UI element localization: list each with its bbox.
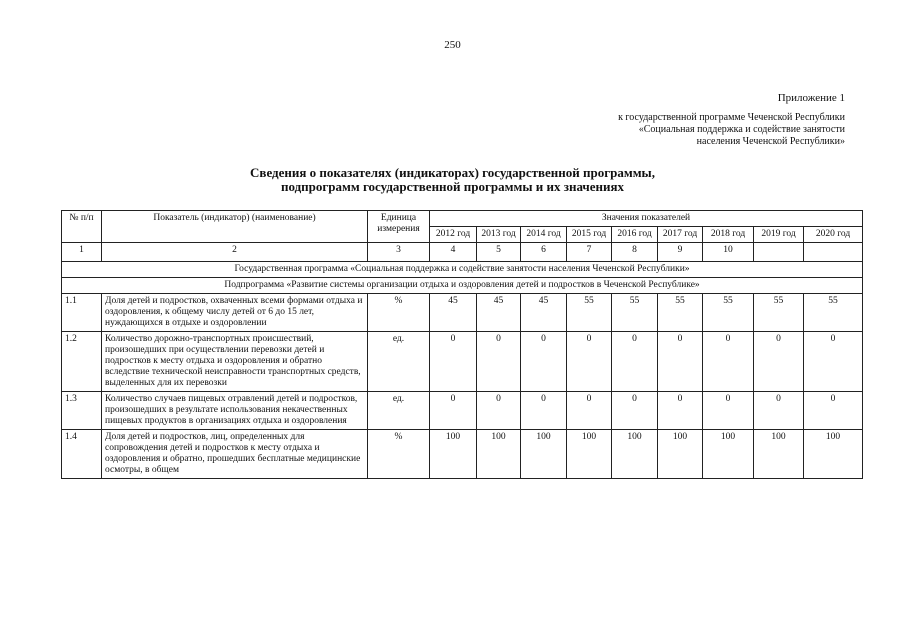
indicators-table (61, 210, 863, 479)
row-value: 0 (658, 332, 703, 392)
row-indicator-name: Количество случаев пищевых отравлений детей и подростков, произошедших в результате использования некачественных пищевых продуктов в организациях отдыха и оздоровления (102, 392, 368, 430)
row-value: 0 (754, 332, 804, 392)
document-title (0, 166, 905, 194)
row-value: 45 (477, 294, 521, 332)
program-row (62, 262, 863, 278)
column-numbers-row (62, 243, 863, 262)
appendix-label: Приложение 1 (777, 92, 845, 104)
row-value: 100 (477, 430, 521, 479)
column-number: 10 (703, 243, 754, 262)
column-number: 7 (567, 243, 612, 262)
column-number: 8 (612, 243, 658, 262)
row-value: 0 (521, 392, 567, 430)
row-value: 0 (658, 392, 703, 430)
row-value: 100 (612, 430, 658, 479)
column-number: 2 (102, 243, 368, 262)
row-value: 55 (658, 294, 703, 332)
row-value: 55 (804, 294, 863, 332)
row-value: 100 (430, 430, 477, 479)
column-number: 5 (477, 243, 521, 262)
table-row (62, 294, 863, 332)
row-value: 45 (430, 294, 477, 332)
header-year: 2019 год (754, 227, 804, 243)
column-number (804, 243, 863, 262)
row-number: 1.4 (62, 430, 102, 479)
row-unit: % (368, 430, 430, 479)
header-year: 2014 год (521, 227, 567, 243)
table-row (62, 392, 863, 430)
program-reference-line: «Социальная поддержка и содействие занятости (638, 124, 845, 135)
header-year: 2016 год (612, 227, 658, 243)
row-value: 55 (703, 294, 754, 332)
row-value: 100 (754, 430, 804, 479)
row-number: 1.1 (62, 294, 102, 332)
row-value: 0 (430, 332, 477, 392)
row-number: 1.2 (62, 332, 102, 392)
row-indicator-name: Количество дорожно-транспортных происшествий, произошедших при осуществлении перевозки детей и подростков к месту отдыха и оздоровления и обратно вследствие технической неисправности транспортных средств, выделенных для их перевозки (102, 332, 368, 392)
row-number: 1.3 (62, 392, 102, 430)
header-year: 2015 год (567, 227, 612, 243)
column-number: 4 (430, 243, 477, 262)
row-value: 100 (804, 430, 863, 479)
row-value: 100 (521, 430, 567, 479)
row-indicator-name: Доля детей и подростков, охваченных всеми формами отдыха и оздоровления, к общему числу детей от 6 до 15 лет, нуждающихся в отдыхе и оздоровлении (102, 294, 368, 332)
header-year: 2012 год (430, 227, 477, 243)
row-value: 0 (477, 392, 521, 430)
row-value: 0 (477, 332, 521, 392)
program-reference (618, 112, 845, 148)
header-values-group: Значения показателей (430, 211, 863, 227)
header-row (62, 211, 863, 227)
header-indicator: Показатель (индикатор) (наименование) (102, 211, 368, 243)
row-value: 0 (567, 332, 612, 392)
row-value: 55 (754, 294, 804, 332)
program-reference-line: к государственной программе Чеченской Республики (618, 112, 845, 123)
subprogram-row (62, 278, 863, 294)
page-number: 250 (444, 39, 461, 51)
row-unit: ед. (368, 392, 430, 430)
row-indicator-name: Доля детей и подростков, лиц, определенных для сопровождения детей и подростков к месту отдыха и оздоровления и обратно, прошедших бесплатные медицинские осмотры, в общем (102, 430, 368, 479)
row-unit: % (368, 294, 430, 332)
header-year: 2013 год (477, 227, 521, 243)
header-year: 2020 год (804, 227, 863, 243)
row-value: 0 (703, 392, 754, 430)
row-value: 0 (612, 392, 658, 430)
header-year: 2017 год (658, 227, 703, 243)
table-row (62, 332, 863, 392)
row-unit: ед. (368, 332, 430, 392)
program-title: Государственная программа «Социальная поддержка и содействие занятости населения Чеченской Республики» (62, 262, 863, 278)
row-value: 0 (430, 392, 477, 430)
row-value: 100 (658, 430, 703, 479)
column-number: 6 (521, 243, 567, 262)
header-no: № п/п (62, 211, 102, 243)
title-line: подпрограмм государственной программы и их значениях (280, 179, 625, 194)
row-value: 55 (612, 294, 658, 332)
row-value: 0 (754, 392, 804, 430)
row-value: 100 (703, 430, 754, 479)
row-value: 55 (567, 294, 612, 332)
column-number: 9 (658, 243, 703, 262)
header-unit: Единица измерения (368, 211, 430, 243)
program-reference-line: населения Чеченской Республики» (696, 136, 845, 147)
row-value: 0 (521, 332, 567, 392)
header-year: 2018 год (703, 227, 754, 243)
row-value: 45 (521, 294, 567, 332)
row-value: 0 (703, 332, 754, 392)
row-value: 0 (804, 392, 863, 430)
row-value: 100 (567, 430, 612, 479)
table-row (62, 430, 863, 479)
column-number (754, 243, 804, 262)
column-number: 1 (62, 243, 102, 262)
row-value: 0 (612, 332, 658, 392)
row-value: 0 (804, 332, 863, 392)
row-value: 0 (567, 392, 612, 430)
subprogram-title: Подпрограмма «Развитие системы организации отдыха и оздоровления детей и подростков в Чеченской Республике» (62, 278, 863, 294)
column-number: 3 (368, 243, 430, 262)
title-line: Сведения о показателях (индикаторах) государственной программы, (250, 165, 655, 180)
